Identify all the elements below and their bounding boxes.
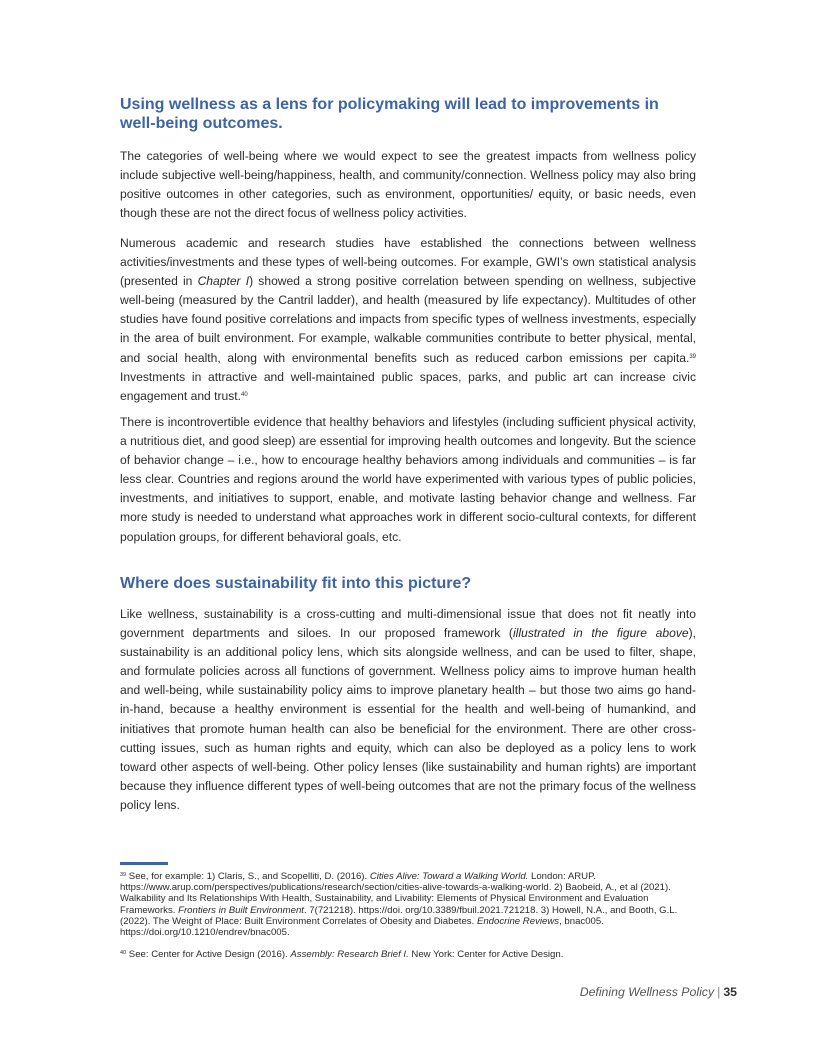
footnote-text: $^{39}$ See, for example: 1) Claris, S., and Scopelliti, D. (2016). Cities Alive: Toward a Walking World. London: ARUP. https://www.arup.com/perspectives/publications/research/section/cities-alive-towards-a-walking-world. 2) Baobeid, A., et al (2021). Walkability and Its Relationships With Health, Sustainability, and Livability: Elements of Physical Environment and Evaluation Frameworks. Frontiers in Built Environment. 7(721218). https://doi. org/10.3389/fbuil.2021.721218. 3) Howell, N.A., and Booth, G.L. (2022). The Weight of Place: Built Environment Correlates of Obesity and Diabetes. Endocrine Reviews, bnac005. https://doi.org/10.1210/endrev/bnac005.	[120, 871, 678, 939]
footnote-text: $^{40}$ See: Center for Active Design (2016). Assembly: Research Brief I. New York: Center for Active Design.	[120, 949, 564, 960]
section-heading-wellness-lens	[120, 95, 696, 133]
footnote-39	[120, 871, 696, 938]
paragraph-text: Like wellness, sustainability is a cross-cutting and multi-dimensional issue that does not fit neatly into government departments and siloes. In our proposed framework (illustrated in the figure above), sustainability is an additional policy lens, which sits alongside wellness, and can be used to filter, shape, and formulate policies across all functions of government. Wellness policy aims to improve human health and well-being, while sustainability policy aims to improve planetary health – but those two aims go hand-in-hand, because a healthy environment is essential for the health and well-being of humankind, and initiatives that promote human health can also be beneficial for the environment. There are other cross-cutting issues, such as human rights and equity, which can also be deployed as a policy lens to work toward other aspects of well-being. Other policy lenses (like sustainability and human rights) are important because they influence different types of well-being outcomes that are not the primary focus of the wellness policy lens.	[120, 607, 696, 812]
paragraph-text: There is incontrovertible evidence that healthy behaviors and lifestyles (including sufficient physical activity, a nutritious diet, and good sleep) are essential for improving health outcomes and longevity. But the science of behavior change – i.e., how to encourage healthy behaviors among individuals and communities – is far less clear. Countries and regions around the world have experimented with various types of public policies, investments, and initiatives to support, enable, and motivate lasting behavior change and wellness. Far more study is needed to understand what approaches work in different socio-cultural contexts, for different population groups, for different behavioral goals, etc.	[120, 415, 696, 544]
section-heading-sustainability	[120, 574, 696, 593]
paragraph-2	[120, 234, 696, 406]
footnote-ref-40[interactable]: 40	[241, 391, 248, 398]
heading-text: Using wellness as a lens for policymaking will lead to improvements in well-being outcomes.	[120, 96, 659, 132]
figure-reference: illustrated in the figure above	[512, 626, 689, 641]
page-footer	[580, 985, 737, 999]
page-number: 35	[723, 985, 737, 999]
footnote-ref-39[interactable]: 39	[689, 353, 696, 360]
chapter-reference: Chapter I	[197, 274, 250, 289]
paragraph-4	[120, 605, 696, 815]
footnote-divider	[120, 862, 168, 865]
paragraph-1	[120, 147, 696, 223]
paragraph-text: The categories of well-being where we would expect to see the greatest impacts from wellness policy include subjective well-being/happiness, health, and community/connection. Wellness policy may also bring positive outcomes in other categories, such as environment, opportunities/ equity, or basic needs, even though these are not the direct focus of wellness policy activities.	[120, 149, 696, 221]
heading-text: Where does sustainability fit into this picture?	[120, 575, 472, 592]
footnote-40	[120, 949, 696, 960]
paragraph-3	[120, 413, 696, 547]
footer-title: Defining Wellness Policy	[579, 985, 715, 999]
paragraph-text: Numerous academic and research studies have established the connections between wellness activities/investments and these types of well-being outcomes. For example, GWI’s own statistical analysis (presented in Chapter I) showed a strong positive correlation between spending on wellness, subjective well-being (measured by the Cantril ladder), and health (measured by life expectancy). Multitudes of other studies have found positive correlations and impacts from specific types of wellness investments, especially in the area of built environment. For example, walkable communities contribute to better physical, mental, and social health, along with environmental benefits such as reduced carbon emissions per capita.$^{39}$ Investments in attractive and well-maintained public spaces, parks, and public art can increase civic engagement and trust.$^{40}$	[120, 236, 697, 403]
footer-separator: |	[717, 985, 721, 999]
